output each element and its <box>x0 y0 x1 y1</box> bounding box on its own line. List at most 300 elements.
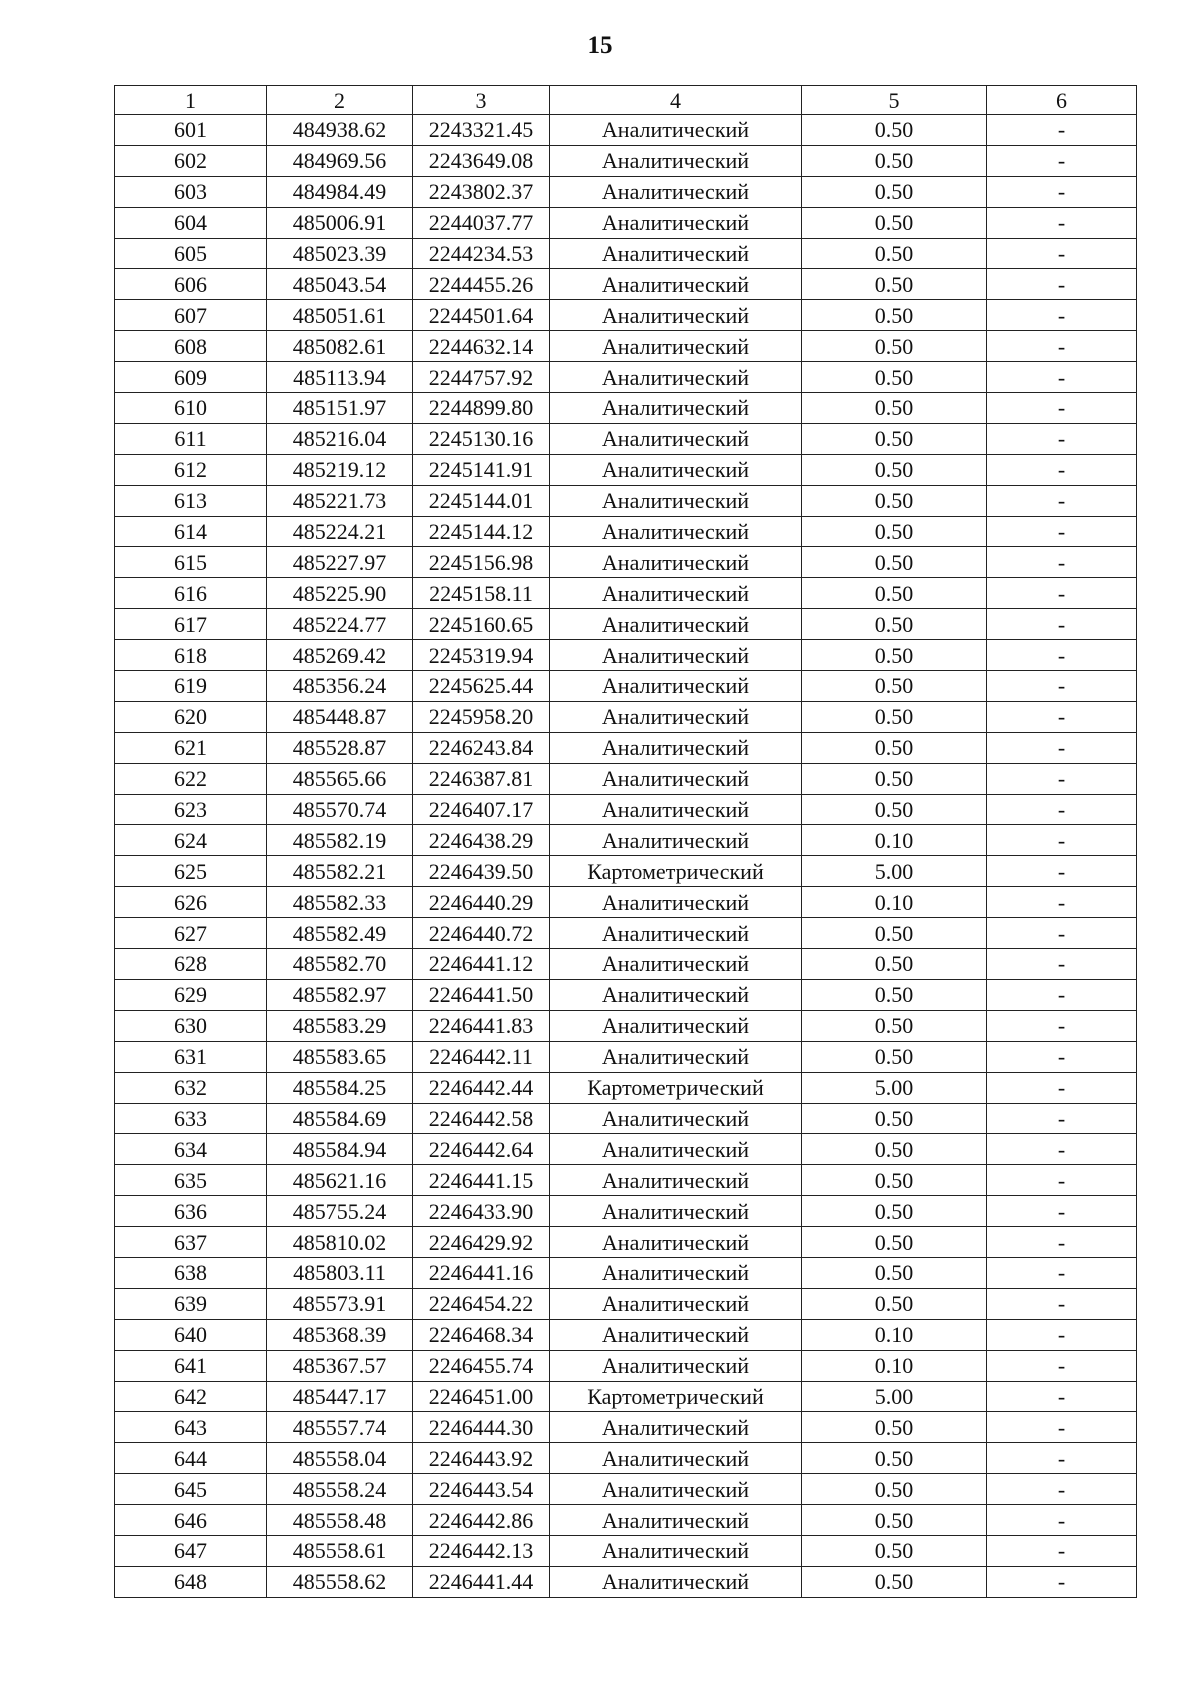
method-cell: Аналитический <box>550 1474 802 1505</box>
description-cell: - <box>987 1010 1137 1041</box>
point-number-cell: 640 <box>115 1319 267 1350</box>
x-coordinate-cell: 485584.94 <box>267 1134 413 1165</box>
table-row <box>115 1319 1137 1350</box>
description-cell: - <box>987 1288 1137 1319</box>
table-row <box>115 1381 1137 1412</box>
accuracy-cell: 0.50 <box>802 1134 987 1165</box>
point-number-cell: 634 <box>115 1134 267 1165</box>
table-row <box>115 454 1137 485</box>
method-cell: Аналитический <box>550 1257 802 1288</box>
x-coordinate-cell: 485367.57 <box>267 1350 413 1381</box>
accuracy-cell: 0.50 <box>802 640 987 671</box>
table-row <box>115 578 1137 609</box>
y-coordinate-cell: 2246440.29 <box>413 887 550 918</box>
point-number-cell: 625 <box>115 856 267 887</box>
point-number-cell: 609 <box>115 362 267 393</box>
table-row <box>115 671 1137 702</box>
method-cell: Аналитический <box>550 423 802 454</box>
y-coordinate-cell: 2244234.53 <box>413 238 550 269</box>
accuracy-cell: 0.50 <box>802 1535 987 1566</box>
point-number-cell: 637 <box>115 1227 267 1258</box>
point-number-cell: 611 <box>115 423 267 454</box>
page-number: 15 <box>587 32 613 59</box>
x-coordinate-cell: 485557.74 <box>267 1412 413 1443</box>
point-number-cell: 626 <box>115 887 267 918</box>
x-coordinate-cell: 485006.91 <box>267 207 413 238</box>
x-coordinate-cell: 485558.04 <box>267 1443 413 1474</box>
description-cell: - <box>987 1535 1137 1566</box>
x-coordinate-cell: 485224.77 <box>267 609 413 640</box>
point-number-cell: 624 <box>115 825 267 856</box>
accuracy-cell: 0.50 <box>802 1010 987 1041</box>
point-number-cell: 632 <box>115 1072 267 1103</box>
description-cell: - <box>987 1103 1137 1134</box>
method-cell: Аналитический <box>550 145 802 176</box>
description-cell: - <box>987 1227 1137 1258</box>
accuracy-cell: 0.50 <box>802 1288 987 1319</box>
y-coordinate-cell: 2246440.72 <box>413 918 550 949</box>
description-cell: - <box>987 578 1137 609</box>
accuracy-cell: 0.50 <box>802 1041 987 1072</box>
y-coordinate-cell: 2245625.44 <box>413 671 550 702</box>
accuracy-cell: 0.50 <box>802 115 987 146</box>
description-cell: - <box>987 238 1137 269</box>
method-cell: Аналитический <box>550 1412 802 1443</box>
description-cell: - <box>987 1474 1137 1505</box>
method-cell: Аналитический <box>550 547 802 578</box>
method-cell: Аналитический <box>550 300 802 331</box>
table-row <box>115 145 1137 176</box>
x-coordinate-cell: 485565.66 <box>267 763 413 794</box>
accuracy-cell: 0.50 <box>802 701 987 732</box>
table-row <box>115 331 1137 362</box>
y-coordinate-cell: 2246443.92 <box>413 1443 550 1474</box>
point-number-cell: 623 <box>115 794 267 825</box>
point-number-cell: 629 <box>115 979 267 1010</box>
column-header: 6 <box>987 86 1137 115</box>
point-number-cell: 607 <box>115 300 267 331</box>
table-row <box>115 887 1137 918</box>
method-cell: Картометрический <box>550 1072 802 1103</box>
x-coordinate-cell: 485216.04 <box>267 423 413 454</box>
y-coordinate-cell: 2246441.83 <box>413 1010 550 1041</box>
x-coordinate-cell: 485584.69 <box>267 1103 413 1134</box>
method-cell: Аналитический <box>550 640 802 671</box>
description-cell: - <box>987 609 1137 640</box>
x-coordinate-cell: 485448.87 <box>267 701 413 732</box>
accuracy-cell: 0.50 <box>802 918 987 949</box>
point-number-cell: 605 <box>115 238 267 269</box>
description-cell: - <box>987 1505 1137 1536</box>
method-cell: Аналитический <box>550 578 802 609</box>
description-cell: - <box>987 1196 1137 1227</box>
y-coordinate-cell: 2246444.30 <box>413 1412 550 1443</box>
x-coordinate-cell: 485803.11 <box>267 1257 413 1288</box>
x-coordinate-cell: 485224.21 <box>267 516 413 547</box>
description-cell: - <box>987 887 1137 918</box>
y-coordinate-cell: 2246442.86 <box>413 1505 550 1536</box>
description-cell: - <box>987 454 1137 485</box>
table-row <box>115 1288 1137 1319</box>
column-header: 3 <box>413 86 550 115</box>
y-coordinate-cell: 2246387.81 <box>413 763 550 794</box>
point-number-cell: 646 <box>115 1505 267 1536</box>
y-coordinate-cell: 2246455.74 <box>413 1350 550 1381</box>
table-row <box>115 176 1137 207</box>
x-coordinate-cell: 484938.62 <box>267 115 413 146</box>
point-number-cell: 636 <box>115 1196 267 1227</box>
method-cell: Аналитический <box>550 393 802 424</box>
method-cell: Аналитический <box>550 609 802 640</box>
method-cell: Аналитический <box>550 1010 802 1041</box>
table-row <box>115 547 1137 578</box>
table-row <box>115 1072 1137 1103</box>
method-cell: Аналитический <box>550 732 802 763</box>
accuracy-cell: 0.50 <box>802 454 987 485</box>
point-number-cell: 617 <box>115 609 267 640</box>
description-cell: - <box>987 516 1137 547</box>
table-row <box>115 516 1137 547</box>
point-number-cell: 628 <box>115 949 267 980</box>
table-row <box>115 485 1137 516</box>
table-row <box>115 1010 1137 1041</box>
x-coordinate-cell: 485043.54 <box>267 269 413 300</box>
point-number-cell: 602 <box>115 145 267 176</box>
point-number-cell: 627 <box>115 918 267 949</box>
table-row <box>115 238 1137 269</box>
point-number-cell: 606 <box>115 269 267 300</box>
table-row <box>115 1474 1137 1505</box>
accuracy-cell: 0.50 <box>802 300 987 331</box>
method-cell: Аналитический <box>550 269 802 300</box>
x-coordinate-cell: 484984.49 <box>267 176 413 207</box>
point-number-cell: 619 <box>115 671 267 702</box>
table-row <box>115 362 1137 393</box>
x-coordinate-cell: 485082.61 <box>267 331 413 362</box>
description-cell: - <box>987 979 1137 1010</box>
description-cell: - <box>987 640 1137 671</box>
description-cell: - <box>987 1350 1137 1381</box>
x-coordinate-cell: 485368.39 <box>267 1319 413 1350</box>
accuracy-cell: 0.50 <box>802 578 987 609</box>
table-row <box>115 423 1137 454</box>
table-row <box>115 918 1137 949</box>
method-cell: Картометрический <box>550 1381 802 1412</box>
x-coordinate-cell: 484969.56 <box>267 145 413 176</box>
point-number-cell: 613 <box>115 485 267 516</box>
accuracy-cell: 5.00 <box>802 1072 987 1103</box>
y-coordinate-cell: 2246441.15 <box>413 1165 550 1196</box>
column-header: 4 <box>550 86 802 115</box>
y-coordinate-cell: 2244455.26 <box>413 269 550 300</box>
point-number-cell: 639 <box>115 1288 267 1319</box>
y-coordinate-cell: 2246442.13 <box>413 1535 550 1566</box>
table-body <box>115 115 1137 1598</box>
description-cell: - <box>987 423 1137 454</box>
y-coordinate-cell: 2246243.84 <box>413 732 550 763</box>
description-cell: - <box>987 331 1137 362</box>
description-cell: - <box>987 1134 1137 1165</box>
accuracy-cell: 0.10 <box>802 1319 987 1350</box>
x-coordinate-cell: 485558.24 <box>267 1474 413 1505</box>
method-cell: Аналитический <box>550 362 802 393</box>
accuracy-cell: 0.50 <box>802 1103 987 1134</box>
method-cell: Аналитический <box>550 1535 802 1566</box>
method-cell: Аналитический <box>550 825 802 856</box>
table-row <box>115 1412 1137 1443</box>
x-coordinate-cell: 485583.29 <box>267 1010 413 1041</box>
table-row <box>115 1443 1137 1474</box>
description-cell: - <box>987 547 1137 578</box>
accuracy-cell: 0.50 <box>802 1257 987 1288</box>
y-coordinate-cell: 2245144.01 <box>413 485 550 516</box>
y-coordinate-cell: 2246433.90 <box>413 1196 550 1227</box>
accuracy-cell: 0.50 <box>802 238 987 269</box>
table-row <box>115 732 1137 763</box>
point-number-cell: 643 <box>115 1412 267 1443</box>
coordinates-table <box>114 85 1137 1598</box>
x-coordinate-cell: 485558.62 <box>267 1566 413 1597</box>
accuracy-cell: 0.50 <box>802 1165 987 1196</box>
description-cell: - <box>987 485 1137 516</box>
description-cell: - <box>987 949 1137 980</box>
method-cell: Аналитический <box>550 238 802 269</box>
accuracy-cell: 0.50 <box>802 207 987 238</box>
method-cell: Аналитический <box>550 1350 802 1381</box>
y-coordinate-cell: 2245156.98 <box>413 547 550 578</box>
x-coordinate-cell: 485558.61 <box>267 1535 413 1566</box>
point-number-cell: 633 <box>115 1103 267 1134</box>
description-cell: - <box>987 1041 1137 1072</box>
accuracy-cell: 5.00 <box>802 856 987 887</box>
y-coordinate-cell: 2246441.16 <box>413 1257 550 1288</box>
x-coordinate-cell: 485582.33 <box>267 887 413 918</box>
y-coordinate-cell: 2246454.22 <box>413 1288 550 1319</box>
point-number-cell: 644 <box>115 1443 267 1474</box>
y-coordinate-cell: 2245144.12 <box>413 516 550 547</box>
accuracy-cell: 0.50 <box>802 671 987 702</box>
point-number-cell: 638 <box>115 1257 267 1288</box>
description-cell: - <box>987 701 1137 732</box>
description-cell: - <box>987 115 1137 146</box>
y-coordinate-cell: 2246429.92 <box>413 1227 550 1258</box>
accuracy-cell: 0.50 <box>802 609 987 640</box>
table-row <box>115 1566 1137 1597</box>
description-cell: - <box>987 794 1137 825</box>
description-cell: - <box>987 732 1137 763</box>
accuracy-cell: 0.50 <box>802 794 987 825</box>
table-row <box>115 640 1137 671</box>
accuracy-cell: 0.50 <box>802 269 987 300</box>
accuracy-cell: 0.50 <box>802 979 987 1010</box>
description-cell: - <box>987 207 1137 238</box>
table-row <box>115 115 1137 146</box>
point-number-cell: 608 <box>115 331 267 362</box>
method-cell: Аналитический <box>550 1165 802 1196</box>
method-cell: Аналитический <box>550 1196 802 1227</box>
accuracy-cell: 0.50 <box>802 1227 987 1258</box>
method-cell: Аналитический <box>550 671 802 702</box>
x-coordinate-cell: 485582.97 <box>267 979 413 1010</box>
table-row <box>115 825 1137 856</box>
x-coordinate-cell: 485051.61 <box>267 300 413 331</box>
x-coordinate-cell: 485356.24 <box>267 671 413 702</box>
table-row <box>115 1103 1137 1134</box>
accuracy-cell: 0.50 <box>802 393 987 424</box>
method-cell: Аналитический <box>550 454 802 485</box>
y-coordinate-cell: 2246439.50 <box>413 856 550 887</box>
x-coordinate-cell: 485227.97 <box>267 547 413 578</box>
description-cell: - <box>987 825 1137 856</box>
x-coordinate-cell: 485583.65 <box>267 1041 413 1072</box>
method-cell: Аналитический <box>550 918 802 949</box>
description-cell: - <box>987 1319 1137 1350</box>
point-number-cell: 610 <box>115 393 267 424</box>
y-coordinate-cell: 2246443.54 <box>413 1474 550 1505</box>
x-coordinate-cell: 485225.90 <box>267 578 413 609</box>
table-row <box>115 1350 1137 1381</box>
x-coordinate-cell: 485621.16 <box>267 1165 413 1196</box>
table-row <box>115 1535 1137 1566</box>
y-coordinate-cell: 2243649.08 <box>413 145 550 176</box>
description-cell: - <box>987 393 1137 424</box>
point-number-cell: 630 <box>115 1010 267 1041</box>
table-row <box>115 949 1137 980</box>
description-cell: - <box>987 145 1137 176</box>
accuracy-cell: 0.10 <box>802 887 987 918</box>
point-number-cell: 622 <box>115 763 267 794</box>
table-row <box>115 1134 1137 1165</box>
method-cell: Аналитический <box>550 794 802 825</box>
table-row <box>115 1227 1137 1258</box>
method-cell: Аналитический <box>550 485 802 516</box>
point-number-cell: 621 <box>115 732 267 763</box>
table-row <box>115 300 1137 331</box>
point-number-cell: 616 <box>115 578 267 609</box>
y-coordinate-cell: 2245319.94 <box>413 640 550 671</box>
point-number-cell: 615 <box>115 547 267 578</box>
table-row <box>115 763 1137 794</box>
description-cell: - <box>987 1566 1137 1597</box>
y-coordinate-cell: 2244037.77 <box>413 207 550 238</box>
y-coordinate-cell: 2246442.58 <box>413 1103 550 1134</box>
description-cell: - <box>987 918 1137 949</box>
description-cell: - <box>987 269 1137 300</box>
y-coordinate-cell: 2244632.14 <box>413 331 550 362</box>
y-coordinate-cell: 2243321.45 <box>413 115 550 146</box>
method-cell: Аналитический <box>550 1319 802 1350</box>
y-coordinate-cell: 2245130.16 <box>413 423 550 454</box>
accuracy-cell: 0.50 <box>802 949 987 980</box>
y-coordinate-cell: 2245958.20 <box>413 701 550 732</box>
accuracy-cell: 0.50 <box>802 331 987 362</box>
accuracy-cell: 0.10 <box>802 1350 987 1381</box>
accuracy-cell: 0.50 <box>802 423 987 454</box>
table-row <box>115 1196 1137 1227</box>
y-coordinate-cell: 2244899.80 <box>413 393 550 424</box>
description-cell: - <box>987 1257 1137 1288</box>
y-coordinate-cell: 2246442.64 <box>413 1134 550 1165</box>
column-header: 2 <box>267 86 413 115</box>
x-coordinate-cell: 485219.12 <box>267 454 413 485</box>
point-number-cell: 612 <box>115 454 267 485</box>
x-coordinate-cell: 485573.91 <box>267 1288 413 1319</box>
accuracy-cell: 0.50 <box>802 145 987 176</box>
accuracy-cell: 0.50 <box>802 485 987 516</box>
method-cell: Аналитический <box>550 1134 802 1165</box>
method-cell: Аналитический <box>550 1103 802 1134</box>
table-row <box>115 609 1137 640</box>
point-number-cell: 631 <box>115 1041 267 1072</box>
y-coordinate-cell: 2245141.91 <box>413 454 550 485</box>
accuracy-cell: 0.50 <box>802 362 987 393</box>
point-number-cell: 604 <box>115 207 267 238</box>
table-row <box>115 1041 1137 1072</box>
y-coordinate-cell: 2246442.44 <box>413 1072 550 1103</box>
y-coordinate-cell: 2246451.00 <box>413 1381 550 1412</box>
accuracy-cell: 0.10 <box>802 825 987 856</box>
x-coordinate-cell: 485221.73 <box>267 485 413 516</box>
table-row <box>115 701 1137 732</box>
table-row <box>115 794 1137 825</box>
accuracy-cell: 0.50 <box>802 547 987 578</box>
description-cell: - <box>987 362 1137 393</box>
point-number-cell: 647 <box>115 1535 267 1566</box>
method-cell: Аналитический <box>550 701 802 732</box>
accuracy-cell: 0.50 <box>802 1412 987 1443</box>
method-cell: Аналитический <box>550 1566 802 1597</box>
accuracy-cell: 0.50 <box>802 176 987 207</box>
y-coordinate-cell: 2246441.50 <box>413 979 550 1010</box>
description-cell: - <box>987 300 1137 331</box>
description-cell: - <box>987 1443 1137 1474</box>
accuracy-cell: 0.50 <box>802 1196 987 1227</box>
table-row <box>115 207 1137 238</box>
table-row <box>115 979 1137 1010</box>
column-header: 1 <box>115 86 267 115</box>
description-cell: - <box>987 1072 1137 1103</box>
table-row <box>115 1257 1137 1288</box>
method-cell: Картометрический <box>550 856 802 887</box>
x-coordinate-cell: 485269.42 <box>267 640 413 671</box>
method-cell: Аналитический <box>550 979 802 1010</box>
description-cell: - <box>987 763 1137 794</box>
point-number-cell: 614 <box>115 516 267 547</box>
y-coordinate-cell: 2245158.11 <box>413 578 550 609</box>
x-coordinate-cell: 485810.02 <box>267 1227 413 1258</box>
y-coordinate-cell: 2243802.37 <box>413 176 550 207</box>
x-coordinate-cell: 485755.24 <box>267 1196 413 1227</box>
accuracy-cell: 0.50 <box>802 1474 987 1505</box>
method-cell: Аналитический <box>550 949 802 980</box>
description-cell: - <box>987 1412 1137 1443</box>
x-coordinate-cell: 485582.21 <box>267 856 413 887</box>
x-coordinate-cell: 485570.74 <box>267 794 413 825</box>
table-row <box>115 1505 1137 1536</box>
accuracy-cell: 0.50 <box>802 516 987 547</box>
point-number-cell: 618 <box>115 640 267 671</box>
x-coordinate-cell: 485582.19 <box>267 825 413 856</box>
y-coordinate-cell: 2246438.29 <box>413 825 550 856</box>
accuracy-cell: 0.50 <box>802 732 987 763</box>
method-cell: Аналитический <box>550 331 802 362</box>
y-coordinate-cell: 2245160.65 <box>413 609 550 640</box>
description-cell: - <box>987 671 1137 702</box>
point-number-cell: 648 <box>115 1566 267 1597</box>
table-row <box>115 269 1137 300</box>
y-coordinate-cell: 2246407.17 <box>413 794 550 825</box>
method-cell: Аналитический <box>550 207 802 238</box>
